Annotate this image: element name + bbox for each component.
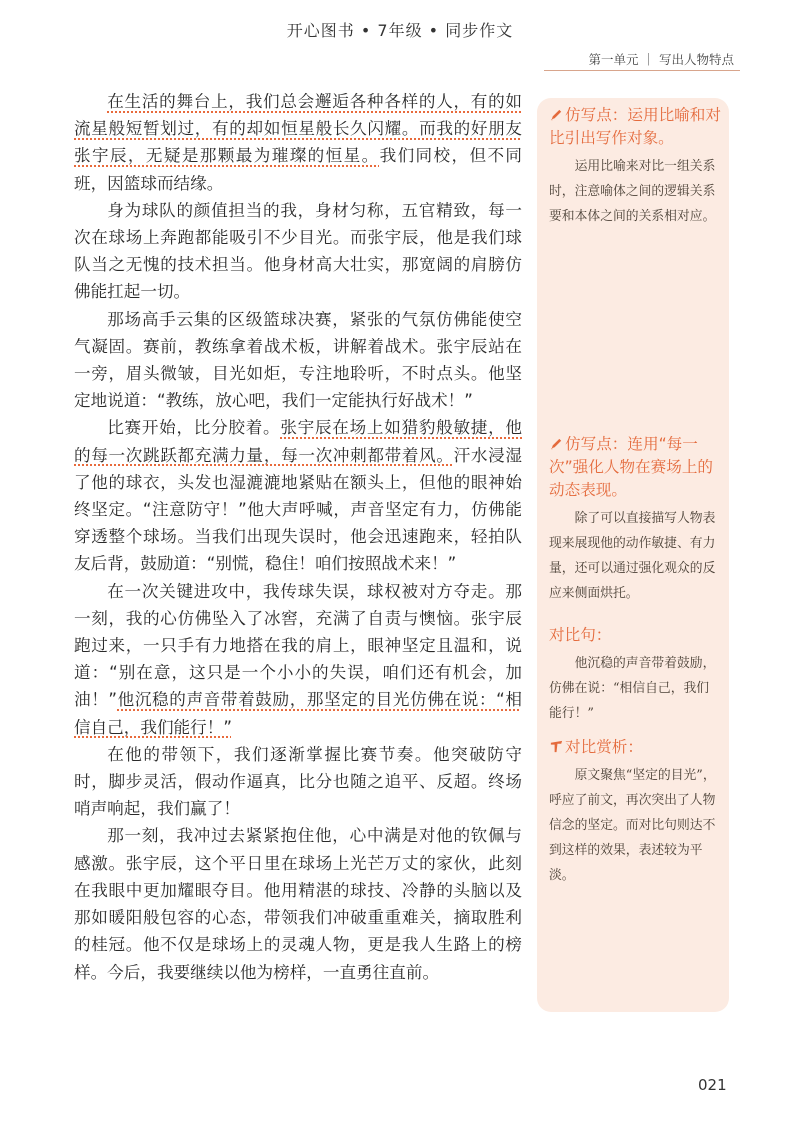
header-divider <box>544 70 740 71</box>
pin-icon <box>549 739 564 754</box>
note-imitation-2-title: 仿写点：连用“每一次”强化人物在赛场上的动态表现。 <box>549 435 714 499</box>
essay-paragraph-6: 在他的带领下，我们逐渐掌握比赛节奏。他突破防守时，脚步灵活，假动作逼真，比分也随之追平、反超。终场哨声响起，我们赢了！ <box>74 744 522 819</box>
note-imitation-2-text: 除了可以直接描写人物表现来展现他的动作敏捷、有力量，还可以通过强化观众的反应来侧面烘托。 <box>549 511 716 601</box>
essay-paragraph-3: 那场高手云集的区级篮球决赛，紧张的气氛仿佛能使空气凝固。赛前，教练拿着战术板，讲解着战术。张宇辰站在一旁，眉头微皱，目光如炬，专注地聆听，不时点头。他坚定地说道：“教练，放心吧，我们一定能执行好战术！” <box>74 309 522 411</box>
paragraph-1-tail: 我们同校，但不同班，因篮球而结缘。 <box>74 146 523 193</box>
essay-paragraph-7: 那一刻，我冲过去紧紧抱住他，心中满是对他的钦佩与感激。张宇辰，这个平日里在球场上光芒万丈的家伙，此刻在我眼中更加耀眼夺目。他用精湛的球技、冷静的头脑以及那如暖阳般包容的心态，带领我们冲破重重难关，摘取胜利的桂冠。他不仅是球场上的灵魂人物，更是我人生路上的榜样。今后，我要继续以他为榜样，一直勇往直前。 <box>74 826 522 982</box>
highlight-firm-gaze: 他沉稳的声音带着鼓励，那坚定的目光仿佛在说：“相信自己，我们能行！” <box>74 690 522 737</box>
note-imitation-1 <box>549 104 721 229</box>
essay-paragraph-1 <box>74 88 522 197</box>
highlight-every-time: 张宇辰在场上如猎豹般敏捷，他的每一次跳跃都充满力量，每一次冲刺都带着风。 <box>74 418 523 465</box>
note-contrast-sentence-title: 对比句： <box>549 626 612 644</box>
paragraph-4-tail: 汗水浸湿了他的球衣，头发也湿漉漉地紧贴在额头上，但他的眼神始终坚定。“注意防守！”他大声呼喊，声音坚定有力，仿佛能穿透整个球场。当我们出现失误时，他会迅速跑来，轻拍队友后背，鼓励道：“别慌，稳住！咱们按照战术来！” <box>74 445 523 574</box>
note-contrast-sentence <box>549 624 721 726</box>
annotation-sidebar <box>537 98 729 1012</box>
note-imitation-2 <box>549 433 721 606</box>
note-imitation-1-title: 仿写点：运用比喻和对比引出写作对象。 <box>549 106 721 147</box>
essay-paragraph-5 <box>74 578 522 741</box>
highlight-metaphor-intro: 在生活的舞台上，我们总会邂逅各种各样的人，有的如流星般短暂划过，有的却如恒星般长久闪耀。而我的好朋友张宇辰，无疑是那颗最为璀璨的恒星。 <box>74 92 522 166</box>
book-title: 开心图书 • 7年级 • 同步作文 <box>286 21 514 40</box>
essay-paragraph-2: 身为球队的颜值担当的我，身材匀称，五官精致，每一次在球场上奔跑都能吸引不少目光。而张宇辰，他是我们球队当之无愧的技术担当。他身材高大壮实，那宽阔的肩膀仿佛能扛起一切。 <box>74 200 522 302</box>
paragraph-4-head: 比赛开始，比分胶着。 <box>107 418 281 438</box>
pencil-icon <box>549 107 564 122</box>
paragraph-5-head: 在一次关键进攻中，我传球失误，球权被对方夺走。那一刻，我的心仿佛坠入了冰窖，充满了自责与懊恼。张宇辰跑过来，一只手有力地搭在我的肩上，眼神坚定且温和，说道：“别在意，这只是一个小小的失误，咱们还有机会，加油！” <box>74 581 522 710</box>
note-contrast-appreciation-text: 原文聚焦“坚定的目光”，呼应了前文，再次突出了人物信念的坚定。而对比句则达不到这样的效果，表述较为平淡。 <box>549 768 716 883</box>
page-number: 021 <box>698 1076 727 1094</box>
essay-body <box>74 88 522 986</box>
pencil-icon <box>549 436 564 451</box>
unit-label: 第一单元 ｜ 写出人物特点 <box>588 52 734 67</box>
note-contrast-sentence-text: 他沉稳的声音带着鼓励，仿佛在说：“相信自己，我们能行！” <box>549 656 716 721</box>
note-contrast-appreciation-title: 对比赏析： <box>549 736 721 759</box>
note-contrast-appreciation <box>549 736 721 888</box>
essay-paragraph-4 <box>74 414 522 577</box>
note-imitation-1-text: 运用比喻来对比一组关系时，注意喻体之间的逻辑关系要和本体之间的关系相对应。 <box>549 159 716 224</box>
